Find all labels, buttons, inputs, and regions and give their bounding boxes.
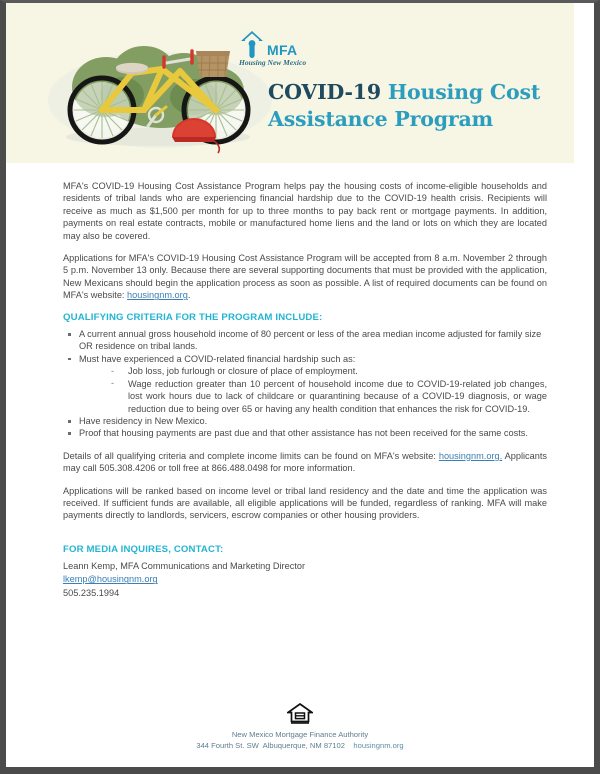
equal-housing-opportunity-logo — [287, 703, 313, 725]
header-right-margin — [574, 3, 584, 163]
criteria-sublist — [79, 365, 547, 415]
page-title — [268, 79, 568, 133]
page-title-covid: COVID-19 — [268, 80, 388, 104]
footer-address-line — [6, 741, 594, 752]
housingnm-link-1[interactable]: housingnm.org — [127, 290, 188, 301]
contact-email-line — [63, 573, 547, 586]
details-text: Details of all qualifying criteria and complete income limits can be found on MFA's website: — [63, 450, 439, 461]
document-body — [6, 163, 594, 600]
footer-organization: New Mexico Mortgage Finance Authority — [231, 730, 369, 739]
media-contact-heading: FOR MEDIA INQUIRES, CONTACT: — [63, 543, 224, 555]
application-dates-text-end: . — [187, 290, 191, 301]
document-header — [6, 3, 584, 163]
footer-website-link[interactable]: housingnm.org — [353, 740, 404, 750]
application-dates-text: Applications for MFA's COVID-19 Housing Cost Assistance Program will be accepted from 8 a.m. November 2 through 5 p.m. November 13 only. Because there are several supporting documents that must be provided with the application, New Mexicans should begin the application process as soon as possible. A list of required documents can be found on MFA's website: — [63, 253, 547, 301]
criteria-item — [63, 415, 547, 427]
document-footer — [6, 703, 594, 751]
qualifying-criteria-heading: QUALIFYING CRITERIA FOR THE PROGRAM INCLUDE: — [63, 311, 323, 323]
criteria-subitem: - Job loss, job furlough or closure of place of employment. — [79, 365, 547, 377]
mfa-logo-tagline: Housing New Mexico — [239, 58, 307, 67]
application-dates-paragraph — [63, 252, 547, 302]
contact-email-link[interactable]: lkemp@housingnm.org — [63, 574, 158, 585]
housingnm-link-2[interactable]: housingnm.org. — [438, 450, 503, 461]
criteria-item — [63, 353, 547, 415]
ranking-paragraph: Applications will be ranked based on income level or tribal land residency and the date and time the application was received. If sufficient funds are available, all eligible applications will be funded, regardless of ranking. MFA will make payments directly to landlords, servicers, escrow companies or other housing providers. — [63, 485, 547, 521]
details-paragraph — [63, 450, 547, 475]
criteria-subitem: - Wage reduction greater than 10 percent of household income due to COVID-19-related job changes, lost work hours due to lack of childcare or quarantining because of a COVID-19 diagnosis, or wage reduction due to being over 65 or having any health condition that enhances the risk for COVID-19. — [79, 378, 547, 415]
qualifying-criteria-list — [63, 328, 547, 440]
mfa-logo — [238, 30, 330, 74]
criteria-item-text: A current annual gross household income of 80 percent or less of the area median income adjusted for family size OR residence on tribal lands. — [79, 329, 542, 352]
contact-name: Leann Kemp, MFA Communications and Marketing Director — [63, 561, 306, 572]
intro-paragraph: MFA's COVID-19 Housing Cost Assistance Program helps pay the housing costs of income-eligible households and residents of tribal lands who are experiencing financial hardship due to the COVID-19 health crisis. Recipients will receive as much as $1,500 per month for up to three months to pay back rent or mortgage payments. In addition, payments on real estate contracts, mobile or manufactured home liens and the land or lots on which they are located may also be covered. — [63, 181, 547, 241]
page-title-program: Housing Cost Assistance Program — [268, 80, 541, 131]
criteria-item-text: Have residency in New Mexico. — [79, 415, 208, 426]
criteria-item — [63, 328, 547, 353]
contact-phone: 505.235.1994 — [63, 587, 120, 598]
criteria-item-text: Must have experienced a COVID-related financial hardship such as: — [79, 353, 356, 364]
footer-address: 344 Fourth St. SW Albuquerque, NM 87102 — [196, 740, 345, 750]
criteria-item — [63, 427, 547, 439]
details-phone-text: Applicants may call 505.308.4206 or toll free at 866.488.0498 for more information. — [63, 450, 547, 474]
criteria-item-text: Proof that housing payments are past due and that other assistance has not been received for the same costs. — [79, 428, 528, 439]
mfa-house-icon — [238, 30, 266, 60]
mfa-logo-text: MFA — [267, 42, 298, 58]
